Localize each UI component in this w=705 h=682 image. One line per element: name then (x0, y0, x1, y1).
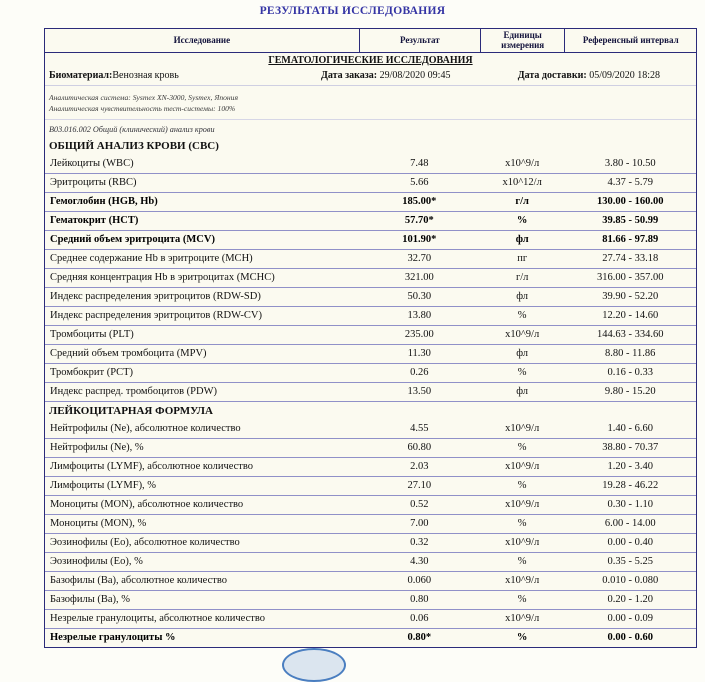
reference-interval: 0.20 - 1.20 (607, 594, 653, 605)
analyte-name: Гематокрит (HCT) (50, 215, 139, 226)
order-date-info (321, 70, 518, 81)
analytic-notes (45, 86, 696, 120)
result-value: 321.00 (404, 272, 434, 283)
table-row (45, 364, 696, 383)
analyte-name: Нейтрофилы (Ne), абсолютное количество (50, 423, 241, 434)
units-value: х10^12/л (502, 177, 542, 188)
section-banner-text: ГЕМАТОЛОГИЧЕСКИЕ ИССЛЕДОВАНИЯ (268, 55, 473, 66)
units-value: фл (515, 234, 529, 245)
reference-interval: 9.80 - 15.20 (604, 386, 656, 397)
result-value: 0.060 (407, 575, 432, 586)
service-code: B03.016.002 Общий (клинический) анализ крови (49, 125, 215, 134)
analyte-name: Средняя концентрация Hb в эритроцитах (MCHC) (50, 272, 275, 283)
units-value: г/л (515, 196, 529, 207)
result-value: 4.55 (410, 423, 429, 434)
group-rows (45, 155, 696, 402)
units-value: пг (517, 253, 528, 264)
units-value: х10^9/л (505, 461, 540, 472)
reference-interval: 19.28 - 46.22 (602, 480, 659, 491)
table-row (45, 193, 696, 212)
analyte-name: Лимфоциты (LYMF), % (50, 480, 157, 491)
analyte-name: Лейкоциты (WBC) (50, 158, 134, 169)
table-row (45, 212, 696, 231)
table-row (45, 288, 696, 307)
result-value: 7.00 (410, 518, 429, 529)
reference-interval: 81.66 - 97.89 (602, 234, 659, 245)
analyte-name: Моноциты (MON), абсолютное количество (50, 499, 244, 510)
analyte-name: Индекс распределения эритроцитов (RDW-SD) (50, 291, 261, 302)
reference-interval: 1.40 - 6.60 (607, 423, 653, 434)
analyte-name: Тромбоциты (PLT) (50, 329, 134, 340)
delivery-date-info (518, 70, 692, 81)
reference-interval: 0.16 - 0.33 (607, 367, 653, 378)
stamp-seal (282, 648, 346, 682)
table-row (45, 591, 696, 610)
table-row (45, 174, 696, 193)
reference-interval: 6.00 - 14.00 (604, 518, 656, 529)
result-value: 4.30 (410, 556, 429, 567)
biomaterial-info (49, 70, 321, 81)
units-value: % (516, 632, 528, 643)
units-value: фл (516, 386, 529, 397)
order-date-value: 29/08/2020 09:45 (379, 70, 451, 81)
result-value: 50.30 (407, 291, 432, 302)
column-header-investigation: Исследование (173, 34, 231, 45)
result-value: 0.52 (410, 499, 429, 510)
units-value: % (517, 556, 527, 567)
units-value: % (517, 310, 527, 321)
delivery-date-value: 05/09/2020 18:28 (589, 70, 661, 81)
units-value: % (517, 442, 527, 453)
reference-interval: 4.37 - 5.79 (607, 177, 653, 188)
result-value: 0.80 (410, 594, 429, 605)
reference-interval: 39.85 - 50.99 (602, 215, 659, 226)
reference-interval: 0.010 - 0.080 (602, 575, 659, 586)
analyte-name: Эозинофилы (Eo), % (50, 556, 143, 567)
table-row (45, 458, 696, 477)
result-value: 0.80* (407, 632, 432, 643)
units-value: % (517, 594, 527, 605)
units-value: г/л (515, 272, 529, 283)
result-value: 32.70 (407, 253, 432, 264)
table-row (45, 231, 696, 250)
analyte-name: Средний объем эритроцита (MCV) (50, 234, 215, 245)
reference-interval: 39.90 - 52.20 (602, 291, 659, 302)
reference-interval: 12.20 - 14.60 (602, 310, 659, 321)
column-header-reference: Референсный интервал (564, 29, 696, 52)
column-header-units: Единицы измерения (480, 29, 565, 52)
result-value: 11.30 (407, 348, 431, 359)
analyte-name: Лимфоциты (LYMF), абсолютное количество (50, 461, 254, 472)
units-value: % (517, 518, 527, 529)
analytic-sensitivity-note: Аналитическая чувствительность тест-системы: 100% (49, 104, 236, 113)
table-row (45, 307, 696, 326)
analyte-name: Незрелые гранулоциты, абсолютное количество (50, 613, 265, 624)
result-value: 101.90* (402, 234, 437, 245)
analysis-group (45, 402, 696, 647)
units-value: х10^9/л (505, 329, 540, 340)
analyte-name: Базофилы (Ba), абсолютное количество (50, 575, 227, 586)
result-value: 5.66 (410, 177, 429, 188)
reference-interval: 38.80 - 70.37 (602, 442, 659, 453)
reference-interval: 0.00 - 0.60 (607, 632, 653, 643)
reference-interval: 144.63 - 334.60 (596, 329, 664, 340)
table-row (45, 155, 696, 174)
units-value: х10^9/л (505, 575, 540, 586)
biomaterial-value: Венозная кровь (112, 70, 179, 81)
group-title: ЛЕЙКОЦИТАРНАЯ ФОРМУЛА (49, 405, 213, 417)
analytic-system-note: Аналитическая система: Sysmex XN-3000, Sysmex, Япония (49, 93, 239, 102)
table-row (45, 534, 696, 553)
analyte-name: Эозинофилы (Eo), абсолютное количество (50, 537, 240, 548)
group-rows (45, 420, 696, 647)
result-value: 0.06 (410, 613, 429, 624)
units-value: фл (516, 348, 529, 359)
analyte-name: Нейтрофилы (Ne), % (50, 442, 144, 453)
result-value: 13.50 (407, 386, 432, 397)
reference-interval: 0.30 - 1.10 (607, 499, 653, 510)
group-title: ОБЩИЙ АНАЛИЗ КРОВИ (CBC) (49, 140, 219, 152)
analyte-name: Индекс распределения эритроцитов (RDW-CV) (50, 310, 262, 321)
section-banner-hematology (45, 53, 696, 67)
biomaterial-label: Биоматериал: (49, 70, 113, 81)
analyte-name: Моноциты (MON), % (50, 518, 147, 529)
result-groups (45, 137, 696, 647)
reference-interval: 3.80 - 10.50 (604, 158, 656, 169)
analyte-name: Индекс распред. тромбоцитов (PDW) (50, 386, 217, 397)
units-value: х10^9/л (505, 613, 540, 624)
reference-interval: 130.00 - 160.00 (596, 196, 664, 207)
table-row (45, 345, 696, 364)
units-value: х10^9/л (505, 499, 540, 510)
table-row (45, 629, 696, 647)
table-row (45, 610, 696, 629)
reference-interval: 316.00 - 357.00 (596, 272, 664, 283)
reference-interval: 0.35 - 5.25 (607, 556, 653, 567)
specimen-info-row (45, 67, 696, 86)
result-value: 235.00 (404, 329, 434, 340)
analysis-group (45, 137, 696, 402)
table-row (45, 269, 696, 288)
page-title: РЕЗУЛЬТАТЫ ИССЛЕДОВАНИЯ (259, 5, 446, 17)
table-row (45, 477, 696, 496)
table-row (45, 572, 696, 591)
result-value: 2.03 (410, 461, 429, 472)
table-row (45, 515, 696, 534)
column-header-result: Результат (359, 29, 480, 52)
result-value: 0.32 (410, 537, 429, 548)
table-row (45, 250, 696, 269)
reference-interval: 8.80 - 11.86 (605, 348, 656, 359)
analyte-name: Эритроциты (RBC) (50, 177, 137, 188)
table-row (45, 496, 696, 515)
table-header-row (45, 29, 696, 53)
analyte-name: Средний объем тромбоцита (MPV) (50, 348, 207, 359)
result-value: 57.70* (404, 215, 434, 226)
delivery-date-label: Дата доставки: (517, 70, 587, 81)
result-value: 60.80 (407, 442, 432, 453)
units-value: х10^9/л (505, 158, 540, 169)
units-value: % (517, 480, 527, 491)
units-value: фл (516, 291, 529, 302)
units-value: х10^9/л (505, 537, 540, 548)
analyte-name: Среднее содержание Hb в эритроците (MCH) (50, 253, 253, 264)
analyte-name: Базофилы (Ba), % (50, 594, 131, 605)
table-row (45, 420, 696, 439)
order-date-label: Дата заказа: (320, 70, 378, 81)
result-value: 7.48 (410, 158, 429, 169)
units-value: % (517, 367, 527, 378)
result-value: 27.10 (407, 480, 432, 491)
result-value: 185.00* (402, 196, 437, 207)
table-row (45, 439, 696, 458)
reference-interval: 0.00 - 0.40 (607, 537, 653, 548)
result-value: 0.26 (410, 367, 429, 378)
units-value: % (516, 215, 528, 226)
result-value: 13.80 (407, 310, 432, 321)
reference-interval: 27.74 - 33.18 (602, 253, 659, 264)
analyte-name: Гемоглобин (HGB, Hb) (50, 196, 158, 207)
units-value: х10^9/л (505, 423, 540, 434)
table-row (45, 326, 696, 345)
results-table (44, 28, 697, 648)
analyte-name: Незрелые гранулоциты % (50, 632, 176, 643)
table-row (45, 553, 696, 572)
reference-interval: 1.20 - 3.40 (607, 461, 653, 472)
reference-interval: 0.00 - 0.09 (607, 613, 653, 624)
table-row (45, 383, 696, 402)
analyte-name: Тромбокрит (PCT) (50, 367, 133, 378)
